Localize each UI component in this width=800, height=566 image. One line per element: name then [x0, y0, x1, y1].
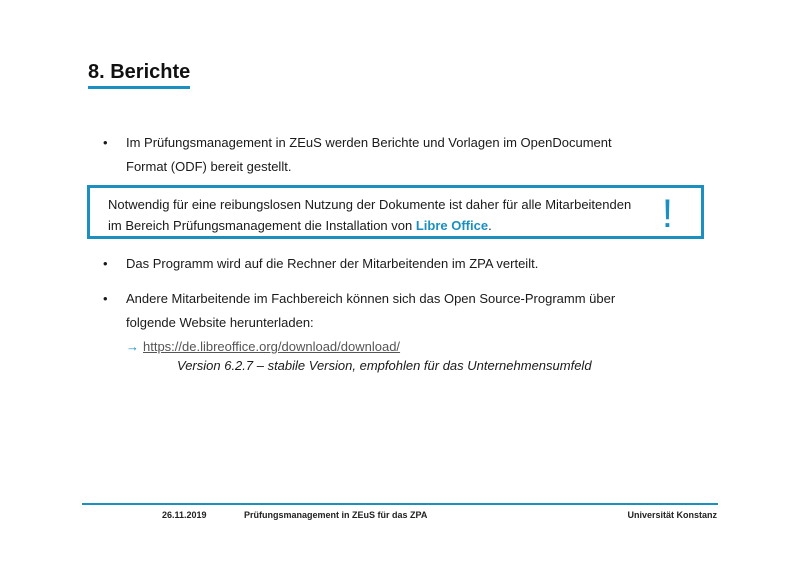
download-link[interactable]: https://de.libreoffice.org/download/download/ — [143, 339, 401, 354]
bullet-1-line-2: Format (ODF) bereit gestellt. — [126, 159, 292, 174]
footer-date: 26.11.2019 — [162, 510, 207, 520]
notice-text — [108, 194, 668, 236]
bullet-marker: • — [103, 135, 108, 150]
notice-line-2 — [108, 215, 668, 236]
bullet-text-2: Das Programm wird auf die Rechner der Mitarbeitenden im ZPA verteilt. — [126, 256, 539, 271]
notice-line-1: Notwendig für eine reibungslosen Nutzung der Dokumente ist daher für alle Mitarbeitenden — [108, 197, 632, 212]
arrow-right-icon: → — [126, 339, 139, 354]
version-note: Version 6.2.7 – stabile Version, empfohlen für das Unternehmensumfeld — [177, 358, 592, 373]
notice-line-2-prefix: im Bereich Prüfungsmanagement die Installation von — [108, 218, 416, 233]
notice-box — [87, 185, 704, 239]
bullet-3-line-1: Andere Mitarbeitende im Fachbereich können sich das Open Source-Programm über — [126, 291, 616, 306]
libre-office-highlight: Libre Office — [415, 218, 489, 233]
download-link-row — [126, 335, 686, 359]
exclamation-icon: ! — [661, 192, 673, 236]
bullet-1-line-1: Im Prüfungsmanagement in ZEuS werden Berichte und Vorlagen im OpenDocument — [126, 135, 612, 150]
bullet-text-1 — [126, 131, 686, 179]
footer-divider — [82, 503, 718, 505]
footer-title: Prüfungsmanagement in ZEuS für das ZPA — [244, 510, 428, 520]
bullet-marker: • — [103, 291, 108, 306]
page-title: 8. Berichte — [88, 60, 190, 89]
bullet-text-3 — [126, 287, 686, 359]
footer-org: Universität Konstanz — [627, 510, 717, 520]
bullet-marker: • — [103, 256, 108, 271]
notice-line-2-suffix: . — [488, 218, 492, 233]
bullet-3-line-2: folgende Website herunterladen: — [126, 315, 314, 330]
